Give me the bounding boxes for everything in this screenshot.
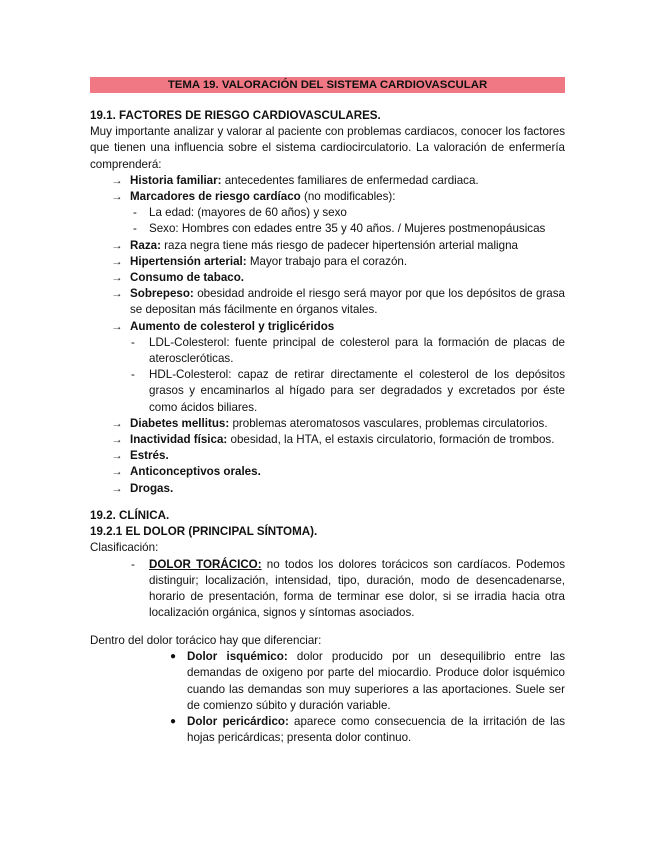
list-item <box>90 286 565 318</box>
dash-icon: - <box>131 335 135 349</box>
section-clinica <box>90 508 565 621</box>
arrow-icon: → <box>111 416 123 430</box>
sub-item-text: Sexo: Hombres con edades entre 35 y 40 años. / Mujeres postmenopáusicas <box>149 222 546 236</box>
dash-icon: - <box>131 368 135 382</box>
item-label: Dolor pericárdico: <box>187 715 289 729</box>
item-text: raza negra tiene más riesgo de padecer hipertensión arterial maligna <box>160 238 518 252</box>
item-label: Consumo de tabaco. <box>130 271 245 285</box>
sub-item-text: La edad: (mayores de 60 años) y sexo <box>149 206 347 220</box>
dash-icon: - <box>133 222 137 236</box>
item-text: no todos los dolores torácicos son cardíacos. Podemos distinguir; localización, intensidad, tipo, duración, modo de desencadenarse, horario de presentación, forma de terminar ese dolor, si se irradia hacia otra localización orgánica, signos y síntomas asociados. <box>149 557 565 620</box>
arrow-icon: → <box>111 433 123 447</box>
arrow-icon: → <box>111 319 123 333</box>
list-item <box>90 448 565 464</box>
clasificacion-label: Clasificación: <box>90 541 159 555</box>
arrow-icon: → <box>111 481 123 495</box>
item-text: problemas ateromatosos vasculares, problemas circulatorios. <box>229 416 548 430</box>
item-label: Inactividad física: <box>130 433 228 447</box>
arrow-icon: → <box>111 287 123 301</box>
arrow-icon: → <box>111 271 123 285</box>
dentro-paragraph: Dentro del dolor torácico hay que diferenciar: <box>90 634 322 647</box>
list-item <box>90 319 565 335</box>
section-risk-factors <box>90 108 565 497</box>
page-title: TEMA 19. VALORACIÓN DEL SISTEMA CARDIOVASCULAR <box>90 77 565 93</box>
item-text: antecedentes familiares de enfermedad cardiaca. <box>221 173 479 187</box>
item-label: Raza: <box>130 238 161 252</box>
section-heading: 19.1. FACTORES DE RIESGO CARDIOVASCULARES. <box>90 109 381 122</box>
arrow-icon: → <box>111 190 123 204</box>
item-text: obesidad androide el riesgo será mayor por que los depósitos de grasa se depositan más fácilmente en órganos vitales. <box>130 287 565 317</box>
bullet-item <box>90 714 565 746</box>
item-label: Hipertensión arterial: <box>130 254 247 268</box>
item-text: obesidad, la HTA, el estaxis circulatorio, formación de trombos. <box>227 433 555 447</box>
item-label: Sobrepeso: <box>130 287 194 301</box>
bullet-icon: ● <box>170 716 177 728</box>
dash-icon: - <box>133 206 137 220</box>
list-item <box>90 432 565 448</box>
arrow-icon: → <box>111 449 123 463</box>
arrow-icon: → <box>111 465 123 479</box>
sub-item-text: LDL-Colesterol: fuente principal de colesterol para la formación de placas de ateroscleróticas. <box>149 335 565 366</box>
list-item <box>90 270 565 286</box>
arrow-icon: → <box>111 238 123 252</box>
dash-icon: - <box>131 557 135 571</box>
sub-list-item <box>90 205 565 221</box>
item-text: Mayor trabajo para el corazón. <box>246 254 408 268</box>
sub-list-item <box>90 335 565 367</box>
section-heading: 19.2. CLÍNICA. <box>90 509 170 522</box>
item-text: dolor producido por un desequilibrio entre las demandas de oxigeno por parte del miocardio. Produce dolor isquémico cuando las demandas son muy superiores a las aportaciones. Suele ser de comienzo súbito y duración variable. <box>187 650 565 712</box>
arrow-icon: → <box>111 173 123 187</box>
list-item <box>90 189 565 205</box>
item-label: Anticonceptivos orales. <box>130 465 261 479</box>
list-item <box>90 254 565 270</box>
subsection-heading: 19.2.1 EL DOLOR (PRINCIPAL SÍNTOMA). <box>90 525 318 539</box>
arrow-icon: → <box>111 254 123 268</box>
sub-list-item <box>90 221 565 237</box>
section-dolor-types <box>90 633 565 746</box>
list-item <box>90 238 565 254</box>
bullet-item <box>90 649 565 714</box>
list-item <box>90 416 565 432</box>
item-label: DOLOR TORÁCICO: <box>149 557 262 571</box>
list-item <box>90 173 565 189</box>
item-text: (no modificables): <box>300 190 396 204</box>
item-label: Marcadores de riesgo cardíaco <box>130 190 301 204</box>
sub-list-item <box>90 557 565 622</box>
list-item <box>90 464 565 480</box>
item-label: Historia familiar: <box>130 173 222 187</box>
intro-paragraph: Muy importante analizar y valorar al paciente con problemas cardiacos, conocer los factores que tienen una influencia sobre el sistema cardiocirculatorio. La valoración de enfermería comprenderá: <box>90 125 565 171</box>
list-item <box>90 481 565 497</box>
item-label: Diabetes mellitus: <box>130 416 230 430</box>
sub-item-text: HDL-Colesterol: capaz de retirar directamente el colesterol de los depósitos grasos y encaminarlos al hígado para ser degradados y excretados por éste como ácidos biliares. <box>149 368 565 414</box>
item-label: Estrés. <box>130 449 169 463</box>
bullet-icon: ● <box>170 651 177 663</box>
item-label: Aumento de colesterol y triglicéridos <box>130 319 335 333</box>
sub-list-item <box>90 367 565 416</box>
item-text: aparece como consecuencia de la irritación de las hojas pericárdicas; presenta dolor continuo. <box>187 715 565 745</box>
item-label: Drogas. <box>130 481 174 495</box>
item-label: Dolor isquémico: <box>187 650 288 664</box>
